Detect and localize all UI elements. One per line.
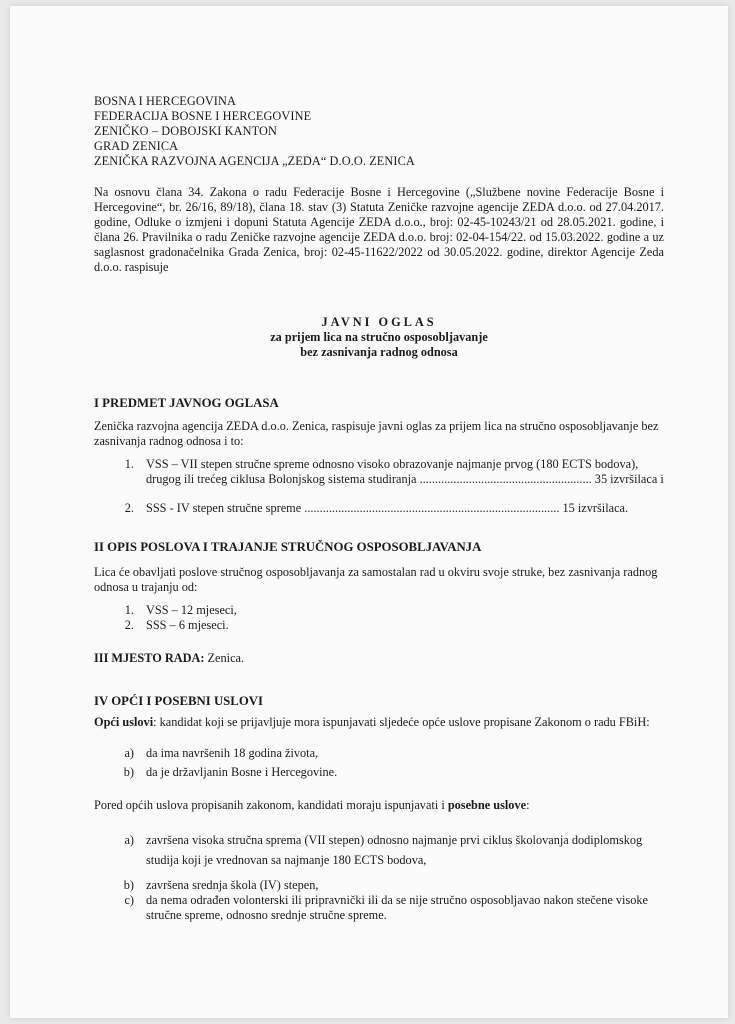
letterhead-line: BOSNA I HERCEGOVINA (94, 94, 236, 108)
list-item (94, 893, 664, 923)
list-number: 2. (124, 501, 134, 515)
position-count: 35 izvršilaca i (594, 472, 664, 486)
general-conditions-text: : kandidat koji se prijavljuje mora ispunjavati sljedeće opće uslove propisane Zakonom o radu FBiH: (153, 715, 650, 729)
list-text: završena visoka stručna sprema (VII stepen) odnosno najmanje prvi ciklus školovanja dodiplomskog (146, 833, 643, 847)
title-subline: za prijem lica na stručno osposobljavanje (270, 330, 488, 344)
list-text: drugog ili trećeg ciklusa Bolonjskog sistema studiranja (146, 472, 417, 486)
list-text: stručne spreme, odnosno srednje stručne spreme. (146, 908, 387, 922)
letterhead-line: ZENIČKO – DOBOJSKI KANTON (94, 124, 277, 138)
list-letter: b) (123, 878, 134, 892)
list-text: studija koji je vrednovan sa najmanje 180 ECTS bodova, (146, 853, 427, 867)
letterhead-line: FEDERACIJA BOSNE I HERCEGOVINE (94, 109, 312, 123)
duration-list (94, 603, 664, 633)
title-line: JAVNI OGLAS (321, 315, 437, 329)
section-heading: I PREDMET JAVNOG OGLASA (94, 396, 279, 410)
legal-basis-paragraph: Na osnovu člana 34. Zakona o radu Federacije Bosne i Hercegovine („Službene novine Federacije Bosne i Hercegovine“, br. 26/16, 89/18), člana 18. stav (3) Statuta Zeničke razvojne agencije ZEDA d.o.o. od 27.04.2017. godine, Odluke o izmjeni i dopuni Statuta Agencije ZEDA d.o.o., broj: 02-45-10243/21 od 28.05.2021. godine, i člana 26. Pravilnika o radu Zeničke razvojne agencije ZEDA d.o.o. broj: 02-04-154/22. od 15.03.2022. godine a uz saglasnost gradonačelnika Grada Zenica, broj: 02-45-11622/2022 od 30.05.2022. godine, direktor Agencije Zeda d.o.o. raspisuje (94, 185, 664, 274)
letterhead (94, 94, 664, 169)
special-conditions-list (94, 833, 664, 923)
special-conditions-label: posebne uslove (447, 798, 527, 812)
list-item (94, 878, 664, 893)
list-item (94, 501, 664, 516)
workplace-line (94, 651, 664, 666)
list-number: 1. (124, 603, 134, 617)
section-heading: IV OPĆI I POSEBNI USLOVI (94, 694, 264, 708)
list-item (94, 833, 664, 868)
general-conditions-list (94, 746, 664, 780)
list-item (94, 603, 664, 618)
list-text: VSS – VII stepen stručne spreme odnosno visoko obrazovanje najmanje prvog (180 ECTS bodova), (146, 457, 639, 471)
special-conditions-paragraph (94, 798, 664, 813)
general-conditions-paragraph (94, 715, 664, 730)
list-text: da nema odrađen volonterski ili pripravnički ili da se nije stručno osposobljavao nakon stečene visoke (146, 893, 648, 907)
list-number: 1. (124, 457, 134, 471)
title-subline: bez zasnivanja radnog odnosa (300, 345, 458, 359)
list-item (94, 765, 664, 780)
list-letter: a) (124, 746, 134, 760)
section-paragraph: Zenička razvojna agencija ZEDA d.o.o. Zenica, raspisuje javni oglas za prijem lica na stručno osposobljavanje bez zasnivanja radnog odnosa i to: (94, 419, 659, 448)
list-letter: b) (123, 765, 134, 779)
list-letter: c) (124, 893, 134, 907)
workplace-value: Zenica. (207, 651, 245, 665)
document-content (94, 94, 664, 923)
list-text: završena srednja škola (IV) stepen, (146, 878, 319, 892)
section-heading: II OPIS POSLOVA I TRAJANJE STRUČNOG OSPOSOBLJAVANJA (94, 540, 482, 554)
list-text: da je državljanin Bosne i Hercegovine. (146, 765, 338, 779)
list-text: VSS – 12 mjeseci, (146, 603, 237, 617)
dot-leader: ................................................................................... (304, 501, 560, 515)
letterhead-line: ZENIČKA RAZVOJNA AGENCIJA „ZEDA“ D.O.O. ZENICA (94, 154, 415, 168)
section-heading: III MJESTO RADA: (94, 651, 205, 665)
section-paragraph: Lica će obavljati poslove stručnog osposobljavanja za samostalan rad u okviru svoje struke, bez zasnivanja radnog odnosa u trajanju od: (94, 565, 658, 594)
letterhead-line: GRAD ZENICA (94, 139, 179, 153)
list-text: SSS - IV stepen stručne spreme (146, 501, 302, 515)
list-text: da ima navršenih 18 godina života, (146, 746, 319, 760)
list-letter: a) (124, 833, 134, 847)
list-item (94, 746, 664, 761)
positions-list (94, 457, 664, 516)
special-conditions-intro: Pored općih uslova propisanih zakonom, kandidati moraju ispunjavati i (94, 798, 448, 812)
list-item (94, 618, 664, 633)
document-page (10, 6, 728, 1018)
list-text: SSS – 6 mjeseci. (146, 618, 229, 632)
general-conditions-label: Opći uslovi (94, 715, 154, 729)
list-item (94, 457, 664, 487)
dot-leader: ........................................................ (419, 472, 592, 486)
position-count: 15 izvršilaca. (562, 501, 629, 515)
special-conditions-colon: : (526, 798, 530, 812)
list-number: 2. (124, 618, 134, 632)
document-title (94, 315, 664, 360)
